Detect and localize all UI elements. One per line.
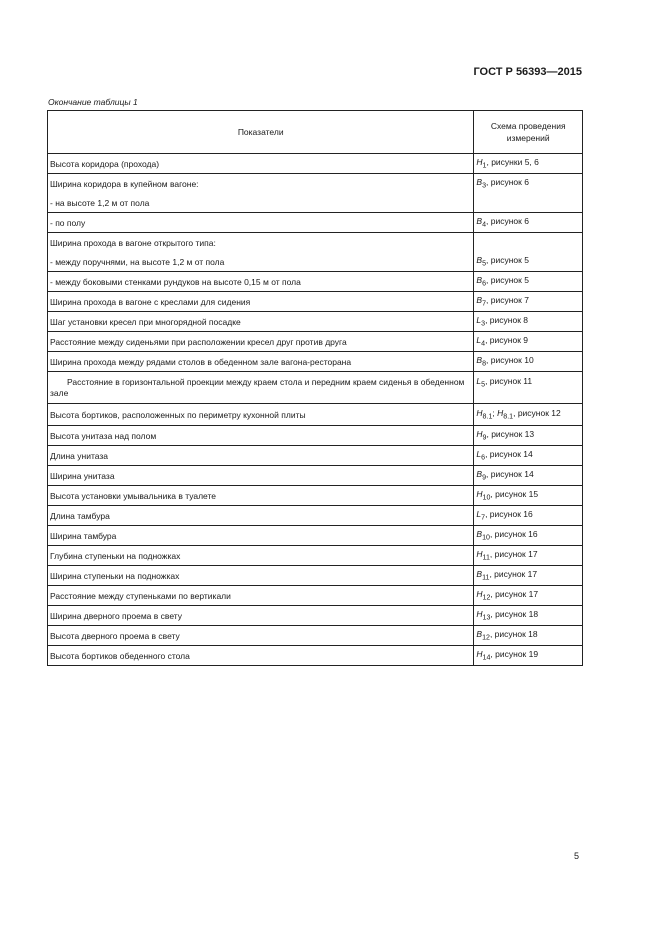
- param-cell: Высота установки умывальника в туалете: [48, 486, 474, 506]
- param-cell: Длина унитаза: [48, 446, 474, 466]
- table-row: [48, 626, 583, 646]
- param-cell: Ширина унитаза: [48, 466, 474, 486]
- param-cell: Высота бортиков, расположенных по периметру кухонной плиты: [48, 404, 474, 426]
- header-param: Показатели: [48, 111, 474, 154]
- table-row: [48, 272, 583, 292]
- table-row: [48, 446, 583, 466]
- param-cell: Высота коридора (прохода): [48, 154, 474, 174]
- table-row: [48, 586, 583, 606]
- table-row: [48, 606, 583, 626]
- scheme-cell: $H_{10}$, рисунок 15: [474, 486, 583, 506]
- table-row: [48, 546, 583, 566]
- table-row: [48, 352, 583, 372]
- table-row: [48, 372, 583, 404]
- param-cell: - между боковыми стенками рундуков на высоте 0,15 м от пола: [48, 272, 474, 292]
- scheme-cell: $B_{12}$, рисунок 18: [474, 626, 583, 646]
- table-row: [48, 252, 583, 272]
- table-row: [48, 193, 583, 213]
- scheme-cell: $H_9$, рисунок 13: [474, 426, 583, 446]
- param-cell: Ширина прохода в вагоне открытого типа:: [48, 233, 474, 253]
- scheme-cell: $B_3$, рисунок 6: [474, 174, 583, 194]
- table-row: [48, 292, 583, 312]
- param-cell: Ширина прохода между рядами столов в обеденном зале вагона-ресторана: [48, 352, 474, 372]
- scheme-cell: $B_9$, рисунок 14: [474, 466, 583, 486]
- scheme-cell: $B_4$, рисунок 6: [474, 213, 583, 233]
- scheme-cell: $L_3$, рисунок 8: [474, 312, 583, 332]
- table-row: [48, 154, 583, 174]
- table-row: [48, 332, 583, 352]
- scheme-cell: $B_5$, рисунок 5: [474, 252, 583, 272]
- table-row: [48, 486, 583, 506]
- table-row: [48, 466, 583, 486]
- param-cell: Длина тамбура: [48, 506, 474, 526]
- table-row: [48, 526, 583, 546]
- table-row: [48, 646, 583, 666]
- param-cell: Высота унитаза над полом: [48, 426, 474, 446]
- param-cell: Высота бортиков обеденного стола: [48, 646, 474, 666]
- header-scheme: Схема проведения измерений: [474, 111, 583, 154]
- document-code: ГОСТ Р 56393—2015: [473, 66, 582, 78]
- scheme-cell: $B_6$, рисунок 5: [474, 272, 583, 292]
- param-cell: Расстояние между ступеньками по вертикали: [48, 586, 474, 606]
- scheme-cell: $L_7$, рисунок 16: [474, 506, 583, 526]
- param-cell: - по полу: [48, 213, 474, 233]
- scheme-cell: $L_4$, рисунок 9: [474, 332, 583, 352]
- param-cell: - между поручнями, на высоте 1,2 м от пола: [48, 252, 474, 272]
- scheme-cell: $H_{8.1}$; $H_{8.1}$, рисунок 12: [474, 404, 583, 426]
- param-cell: Высота дверного проема в свету: [48, 626, 474, 646]
- table-row: [48, 426, 583, 446]
- scheme-cell: $B_{11}$, рисунок 17: [474, 566, 583, 586]
- table-row: [48, 506, 583, 526]
- param-cell: Ширина ступеньки на подножках: [48, 566, 474, 586]
- scheme-cell: $B_7$, рисунок 7: [474, 292, 583, 312]
- table-row: [48, 213, 583, 233]
- param-cell: Ширина коридора в купейном вагоне:: [48, 174, 474, 194]
- param-cell: Ширина прохода в вагоне с креслами для сидения: [48, 292, 474, 312]
- scheme-cell: $B_8$, рисунок 10: [474, 352, 583, 372]
- indicators-table: [47, 110, 583, 666]
- page-number: 5: [573, 851, 579, 861]
- scheme-cell: $B_{10}$, рисунок 16: [474, 526, 583, 546]
- param-cell: Шаг установки кресел при многорядной посадке: [48, 312, 474, 332]
- param-cell: Расстояние между сиденьями при расположении кресел друг против друга: [48, 332, 474, 352]
- scheme-cell: $H_{12}$, рисунок 17: [474, 586, 583, 606]
- scheme-cell: $L_5$, рисунок 11: [474, 372, 583, 404]
- scheme-cell: $H_1$, рисунки 5, 6: [474, 154, 583, 174]
- param-cell: Глубина ступеньки на подножках: [48, 546, 474, 566]
- param-cell: Ширина дверного проема в свету: [48, 606, 474, 626]
- scheme-cell: $L_6$, рисунок 14: [474, 446, 583, 466]
- param-cell: Ширина тамбура: [48, 526, 474, 546]
- table-row: [48, 566, 583, 586]
- scheme-cell: $H_{13}$, рисунок 18: [474, 606, 583, 626]
- scheme-cell: $H_{14}$, рисунок 19: [474, 646, 583, 666]
- param-cell: Расстояние в горизонтальной проекции между краем стола и передним краем сиденья в обеденном зале: [48, 372, 474, 404]
- table-row: [48, 312, 583, 332]
- scheme-cell: [474, 193, 583, 213]
- table-caption: Окончание таблицы 1: [48, 97, 138, 107]
- scheme-cell: [474, 233, 583, 253]
- param-cell: - на высоте 1,2 м от пола: [48, 193, 474, 213]
- scheme-cell: $H_{11}$, рисунок 17: [474, 546, 583, 566]
- table-row: [48, 404, 583, 426]
- table-row: [48, 174, 583, 194]
- table-row: [48, 233, 583, 253]
